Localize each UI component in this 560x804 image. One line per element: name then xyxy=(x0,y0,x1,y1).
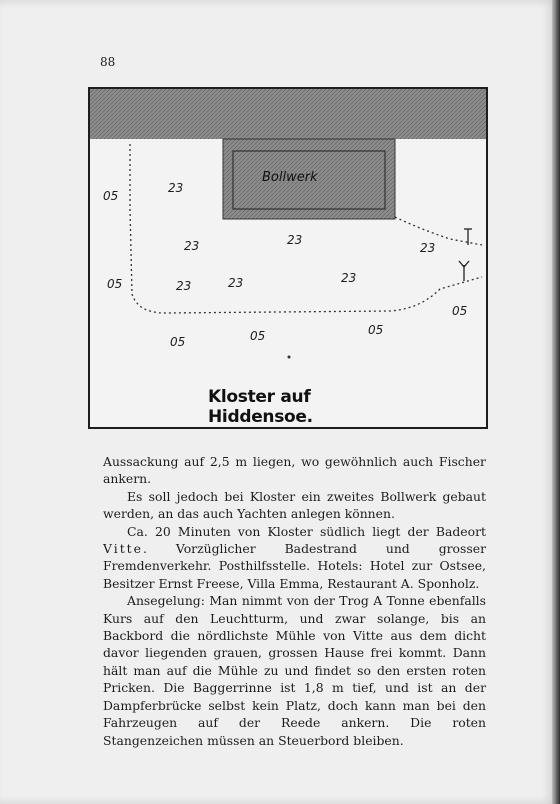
paragraph: Aussackung auf 2,5 m liegen, wo gewöhnlich auch Fischer ankern. xyxy=(103,454,486,487)
depth-label: 23 xyxy=(341,271,357,285)
depth-label: 05 xyxy=(107,277,123,291)
paragraph xyxy=(103,523,486,593)
depth-label: 05 xyxy=(452,304,468,318)
depth-label: 23 xyxy=(420,241,436,255)
bollwerk-label: Bollwerk xyxy=(262,170,318,185)
place-name-vitte: Vitte xyxy=(103,541,143,557)
paragraph: Es soll jedoch bei Kloster ein zweites Bollwerk gebaut werden, an das auch Yachten anlegen können. xyxy=(103,488,486,522)
depth-label: 05 xyxy=(368,323,384,337)
map-dot xyxy=(288,356,291,359)
depth-label: 05 xyxy=(103,189,119,203)
depth-label: 23 xyxy=(168,181,184,195)
depth-label: 05 xyxy=(250,329,266,343)
depth-label: 23 xyxy=(184,239,200,253)
page-number: 88 xyxy=(100,55,116,69)
depth-label: 23 xyxy=(287,233,303,247)
depth-label: 23 xyxy=(228,276,244,290)
paragraph-text: Ca. 20 Minuten von Kloster südlich liegt der Badeort xyxy=(127,523,486,539)
dotted-shoreline-right xyxy=(395,217,482,245)
map-drawing xyxy=(90,89,486,427)
paragraph-text: . Vorzüglicher Badestrand und grosser Fremdenverkehr. Posthilfsstelle. Hotels: Hotel zur Ostsee, Besitzer Ernst Freese, Villa Emma, Restaurant A. Sponholz. xyxy=(103,541,486,591)
body-text xyxy=(103,453,486,749)
windmill-icon xyxy=(459,261,469,281)
land-area xyxy=(90,89,486,139)
depth-label: 05 xyxy=(170,335,186,349)
paragraph: Ansegelung: Man nimmt von der Trog A Tonne ebenfalls Kurs auf den Leuchtturm, und zwar solange, bis an Backbord die nördlichste Mühle von Vitte aus dem dicht davor liegenden grauen, grossen Hause frei kommt. Dann hält man auf die Mühle zu und findet so den ersten roten Pricken. Die Baggerrinne ist 1,8 m tief, und ist an der Dampferbrücke selbst kein Platz, doch kann man bei den Fahrzeugen auf der Reede ankern. Die roten Stangenzeichen müssen an Steuerbord bleiben. xyxy=(103,593,486,748)
depth-label: 23 xyxy=(176,279,192,293)
harbor-map xyxy=(88,87,488,429)
book-spine-edge xyxy=(552,0,560,804)
map-caption: Kloster auf Hiddensoe. xyxy=(208,387,313,427)
